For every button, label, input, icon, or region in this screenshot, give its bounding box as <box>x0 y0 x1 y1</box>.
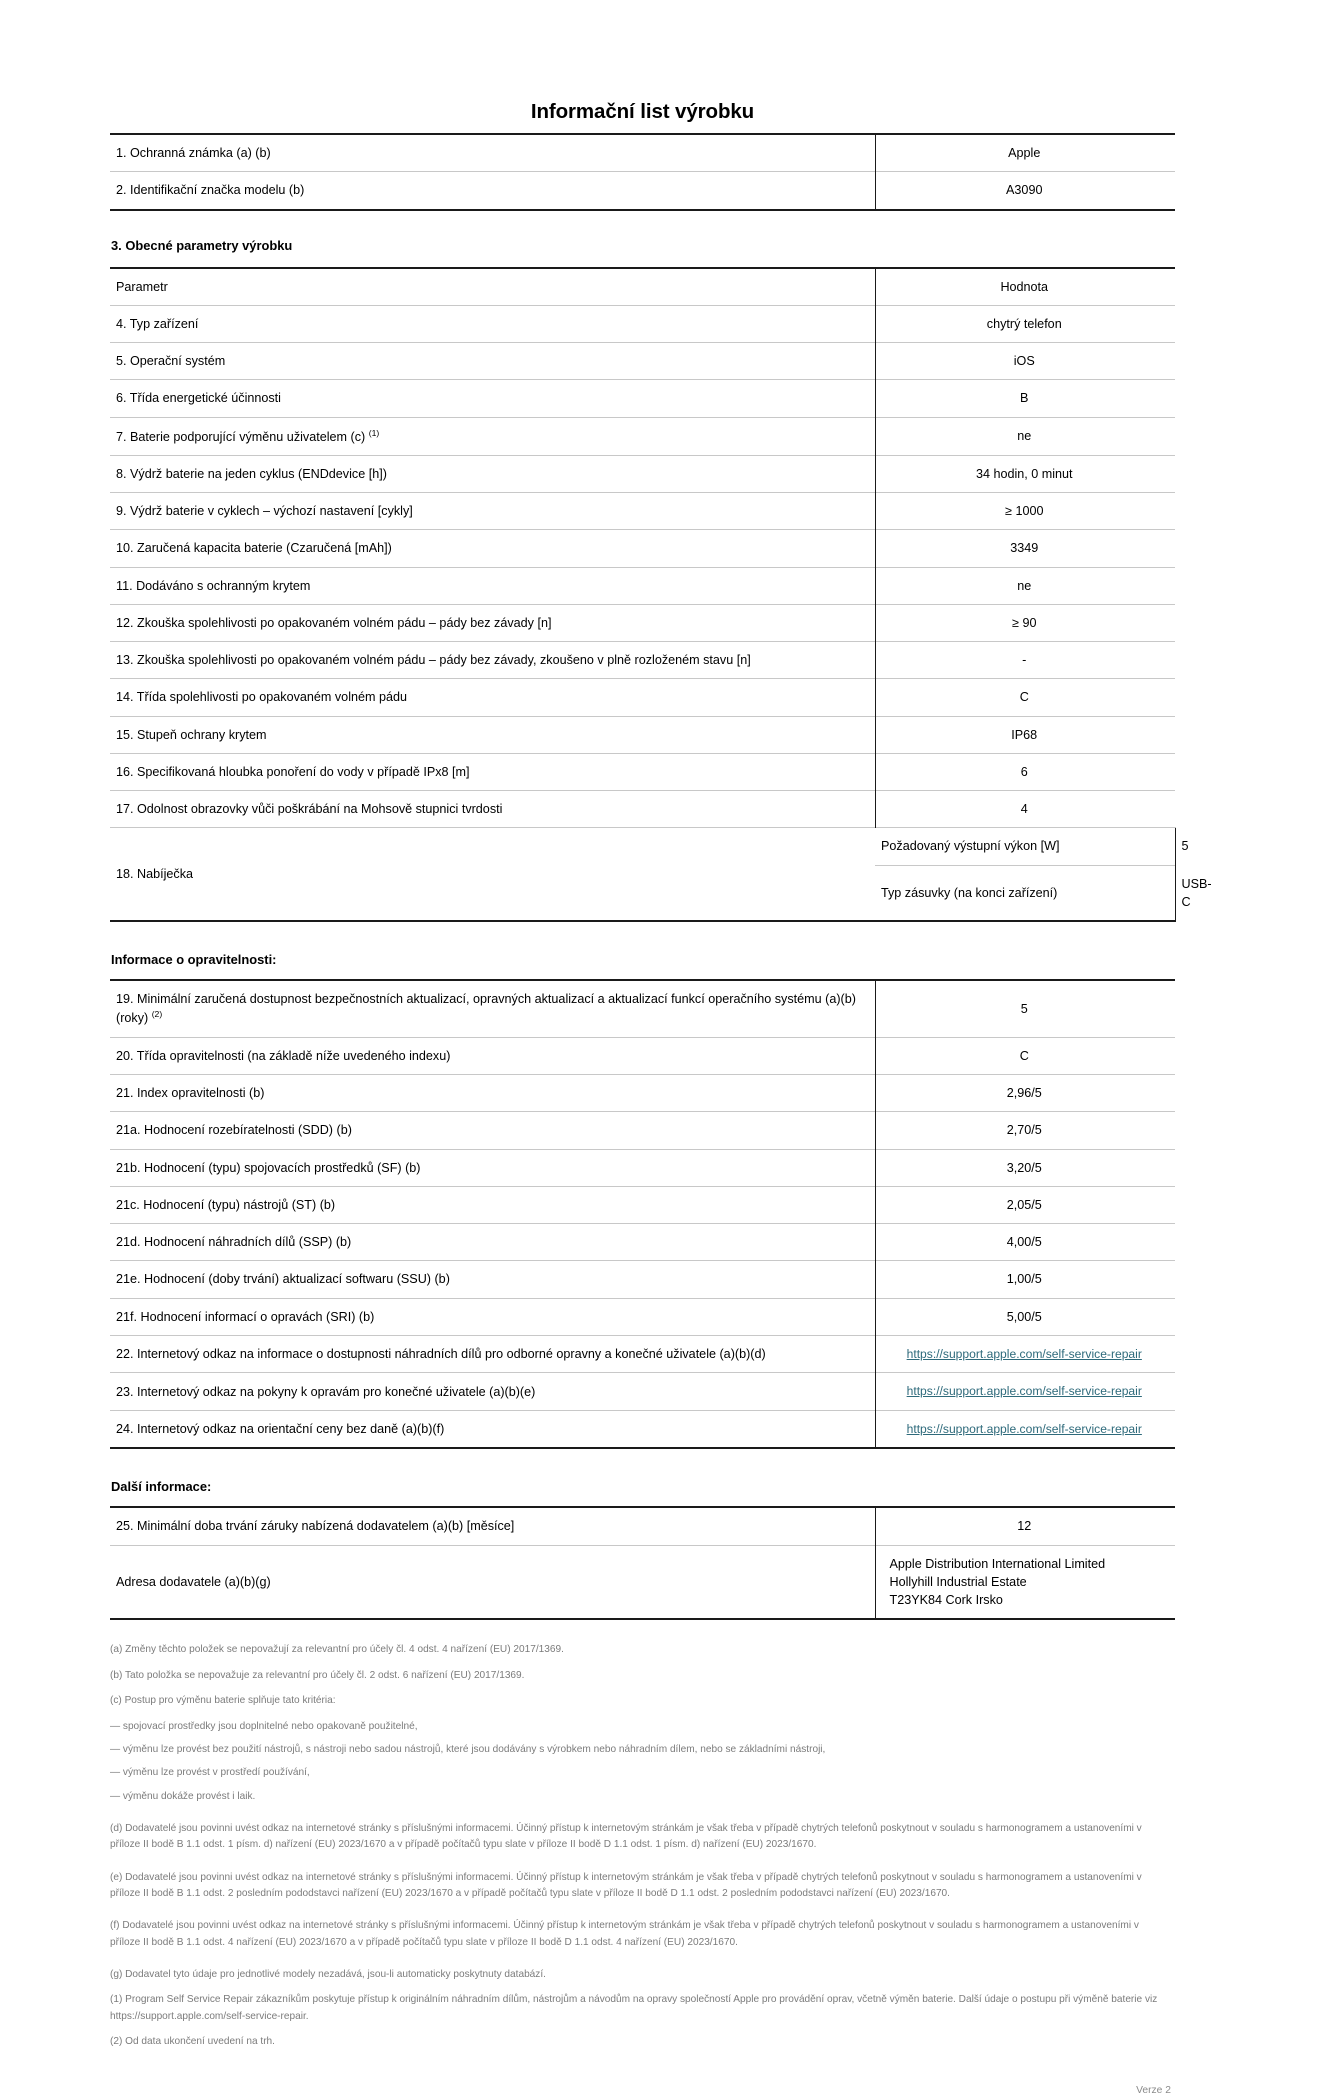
row-label: 11. Dodáváno s ochranným krytem <box>110 567 875 604</box>
row-value: iOS <box>875 343 1175 380</box>
row-label: 9. Výdrž baterie v cyklech – výchozí nastavení [cykly] <box>110 493 875 530</box>
footnote-c: (c) Postup pro výměnu baterie splňuje tato kritéria: <box>110 1695 336 1707</box>
row-label: 10. Zaručená kapacita baterie (Czaručená [mAh]) <box>110 530 875 567</box>
row-label: 21a. Hodnocení rozebíratelnosti (SDD) (b) <box>110 1112 875 1149</box>
table-row-charger: 18. Nabíječka Požadovaný výstupní výkon [W] 5 <box>110 828 1175 865</box>
section-heading-further-information: Další informace: <box>111 1479 212 1495</box>
footnote-c-item-2: — výměnu lze provést bez použití nástrojů, s nástroji nebo sadou nástrojů, které jsou dodávány s výrobkem nebo náhradním dílem, nebo se základními nástroji, <box>110 1743 826 1755</box>
row-value: C <box>875 679 1175 716</box>
row-label: 21e. Hodnocení (doby trvání) aktualizací softwaru (SSU) (b) <box>110 1261 875 1298</box>
row-value: 4,00/5 <box>875 1224 1175 1261</box>
row-label: 15. Stupeň ochrany krytem <box>110 716 875 753</box>
row-label: 24. Internetový odkaz na orientační ceny bez daně (a)(b)(f) <box>110 1410 875 1448</box>
repair-instructions-link[interactable]: https://support.apple.com/self-service-repair <box>906 1384 1142 1399</box>
further-information-table <box>110 1506 1175 1620</box>
table-row <box>110 1335 1175 1373</box>
footnote-g: (g) Dodavatel tyto údaje pro jednotlivé modely nezadává, jsou-li automaticky poskytnuty databází. <box>110 1968 546 1980</box>
row-value <box>875 1410 1175 1448</box>
column-header-value: Hodnota <box>875 268 1175 306</box>
table-row <box>110 1112 1175 1149</box>
row-value: ne <box>875 417 1175 455</box>
row-label: 2. Identifikační značka modelu (b) <box>110 172 875 210</box>
row-value: Apple <box>875 134 1175 172</box>
footnote-1: (1) Program Self Service Repair zákazníkům poskytuje přístup k originálním náhradním dílům, nástrojům a návodům na opravy společností Apple pro provádění oprav, včetně výměn baterie. Další údaje o postupu při výměně baterie viz https://support.apple.com/self-service-repair. <box>110 1994 1158 2022</box>
row-value: 12 <box>875 1507 1175 1545</box>
row-value: 2,96/5 <box>875 1075 1175 1112</box>
spare-parts-link[interactable]: https://support.apple.com/self-service-repair <box>906 1346 1142 1361</box>
section-heading-general-parameters: 3. Obecné parametry výrobku <box>111 237 293 253</box>
table-row <box>110 642 1175 679</box>
row-label: 21. Index opravitelnosti (b) <box>110 1075 875 1112</box>
table-row <box>110 753 1175 790</box>
row-label: 1. Ochranná známka (a) (b) <box>116 146 271 160</box>
table-row <box>110 530 1175 567</box>
footnotes-block <box>110 1620 1175 2050</box>
footnote-2: (2) Od data ukončení uvedení na trh. <box>110 2035 275 2047</box>
table-row <box>110 1186 1175 1223</box>
row-label: Adresa dodavatele (a)(b)(g) <box>110 1545 875 1619</box>
table-row <box>110 1298 1175 1335</box>
row-value: 2,70/5 <box>875 1112 1175 1149</box>
table-row <box>110 1373 1175 1411</box>
row-label: 21d. Hodnocení náhradních dílů (SSP) (b) <box>110 1224 875 1261</box>
table-row-charger: Typ zásuvky (na konci zařízení) USB-C <box>110 865 1175 921</box>
footnote-d: (d) Dodavatelé jsou povinni uvést odkaz na internetové stránky s příslušnými informacemi. Účinný přístup k internetovým stránkám je však třeba v případě chytrých telefonů poskytnout v souladu s harmonogramem a ustanoveními v příloze II bodě B 1.1 odst. 1 písm. d) nařízení (EU) 2023/1670 a v případě počítačů typu slate v příloze II bodě D 1.1 odst. 1 písm. d) nařízení (EU) 2023/1670. <box>110 1822 1142 1851</box>
footnote-a: (a) Změny těchto položek se nepovažují za relevantní pro účely čl. 4 odst. 4 nařízení (EU) 2017/1369. <box>110 1644 564 1656</box>
row-label: 25. Minimální doba trvání záruky nabízená dodavatelem (a)(b) [měsíce] <box>116 1519 515 1534</box>
version-label: Verze 2 <box>1136 2085 1171 2096</box>
table-row <box>110 493 1175 530</box>
row-label: 4. Typ zařízení <box>110 305 875 342</box>
section-heading-repairability: Informace o opravitelnosti: <box>111 952 277 968</box>
row-value: chytrý telefon <box>875 305 1175 342</box>
footnote-f: (f) Dodavatelé jsou povinni uvést odkaz na internetové stránky s příslušnými informacemi. Účinný přístup k internetovým stránkám je však třeba v případě chytrých telefonů poskytnout v souladu s harmonogramem a ustanoveními v příloze II bodě B 1.1 odst. 4 nařízení (EU) 2023/1670 a v případě počítačů typu slate v příloze II bodě D 1.1 odst. 4 nařízení (EU) 2023/1670. <box>110 1920 1139 1948</box>
row-label: 6. Třída energetické účinnosti <box>110 380 875 417</box>
address-line-2: Hollyhill Industrial Estate <box>889 1574 1027 1589</box>
row-label: 21c. Hodnocení (typu) nástrojů (ST) (b) <box>110 1186 875 1223</box>
row-label: 14. Třída spolehlivosti po opakovaném volném pádu <box>110 679 875 716</box>
row-label-charger: 18. Nabíječka <box>110 828 875 921</box>
table-row <box>110 172 1175 210</box>
footnote-b: (b) Tato položka se nepovažuje za relevantní pro účely čl. 2 odst. 6 nařízení (EU) 2017/1369. <box>110 1669 525 1681</box>
row-value: 5,00/5 <box>875 1298 1175 1335</box>
row-label-text: 19. Minimální zaručená dostupnost bezpečnostních aktualizací, opravných aktualizací a aktualizací funkcí operačního systému (a)(b)(roky) <box>116 992 856 1026</box>
column-header-parameter: Parametr <box>116 279 168 294</box>
charger-sub-label: Typ zásuvky (na konci zařízení) <box>875 865 1175 921</box>
row-value: IP68 <box>875 716 1175 753</box>
row-value: 6 <box>875 753 1175 790</box>
table-row <box>110 1149 1175 1186</box>
row-value: 3,20/5 <box>875 1149 1175 1186</box>
row-label: 5. Operační systém <box>110 343 875 380</box>
general-parameters-table <box>110 267 1212 923</box>
page-title: Informační list výrobku <box>530 100 755 123</box>
row-label: 20. Třída opravitelnosti (na základě níže uvedeného indexu) <box>110 1037 875 1074</box>
row-label: 17. Odolnost obrazovky vůči poškrábání na Mohsově stupnici tvrdosti <box>110 791 875 828</box>
row-label: 22. Internetový odkaz na informace o dostupnosti náhradních dílů pro odborné opravny a konečné uživatele (a)(b)(d) <box>110 1335 875 1373</box>
row-value: 4 <box>875 791 1175 828</box>
row-label-text: 7. Baterie podporující výměnu uživatelem (c) <box>116 429 366 444</box>
table-row-address <box>110 1545 1175 1619</box>
footnote-c-item-4: — výměnu dokáže provést i laik. <box>110 1790 256 1802</box>
identification-table <box>110 133 1175 211</box>
table-row <box>110 1261 1175 1298</box>
row-label: 21b. Hodnocení (typu) spojovacích prostředků (SF) (b) <box>110 1149 875 1186</box>
table-row <box>110 1410 1175 1448</box>
footnote-c-item-1: — spojovací prostředky jsou doplnitelné nebo opakovaně použitelné, <box>110 1720 418 1732</box>
row-value: A3090 <box>875 172 1175 210</box>
row-label <box>110 417 875 455</box>
row-label: 16. Specifikovaná hloubka ponoření do vody v případě IPx8 [m] <box>110 753 875 790</box>
table-row <box>110 1075 1175 1112</box>
row-label <box>110 980 875 1037</box>
row-label: 21f. Hodnocení informací o opravách (SRI) (b) <box>110 1298 875 1335</box>
table-header-row <box>110 268 1175 306</box>
address-line-1: Apple Distribution International Limited <box>889 1556 1106 1571</box>
table-row <box>110 343 1175 380</box>
row-label: 23. Internetový odkaz na pokyny k opravám pro konečné uživatele (a)(b)(e) <box>110 1373 875 1411</box>
table-row <box>110 417 1175 455</box>
table-row <box>110 134 1175 172</box>
footnote-marker: (2) <box>151 1009 163 1020</box>
row-label: 12. Zkouška spolehlivosti po opakovaném volném pádu – pády bez závady [n] <box>110 604 875 641</box>
table-row <box>110 305 1175 342</box>
product-information-sheet <box>110 0 1212 2096</box>
charger-sub-label: Požadovaný výstupní výkon [W] <box>875 828 1175 865</box>
footnote-c-item-3: — výměnu lze provést v prostředí používání, <box>110 1767 310 1779</box>
table-row <box>110 567 1175 604</box>
row-value <box>875 1373 1175 1411</box>
row-label: 8. Výdrž baterie na jeden cyklus (ENDdevice [h]) <box>110 455 875 492</box>
row-value: 34 hodin, 0 minut <box>875 455 1175 492</box>
address-line-3: T23YK84 Cork Irsko <box>889 1593 1003 1608</box>
repairability-table <box>110 979 1175 1449</box>
row-value: B <box>875 380 1175 417</box>
row-value: C <box>875 1037 1175 1074</box>
row-label: 13. Zkouška spolehlivosti po opakovaném volném pádu – pády bez závady, zkoušeno v plně rozloženém stavu [n] <box>110 642 875 679</box>
table-row <box>110 1224 1175 1261</box>
row-value <box>875 1335 1175 1373</box>
row-value: 5 <box>875 980 1175 1037</box>
table-row <box>110 380 1175 417</box>
row-value: - <box>875 642 1175 679</box>
row-value: ≥ 1000 <box>875 493 1175 530</box>
table-row <box>110 1507 1175 1545</box>
row-value: 2,05/5 <box>875 1186 1175 1223</box>
table-row <box>110 455 1175 492</box>
footnote-e: (e) Dodavatelé jsou povinni uvést odkaz na internetové stránky s příslušnými informacemi. Účinný přístup k internetovým stránkám je však třeba v případě chytrých telefonů poskytnout v souladu s harmonogramem a ustanoveními v příloze II bodě B 1.1 odst. 2 posledním pododstavci nařízení (EU) 2023/1670 a v případě počítačů typu slate v příloze II bodě D 1.1 odst. 2 posledním pododstavci nařízení (EU) 2023/1670. <box>110 1871 1142 1899</box>
row-value: ≥ 90 <box>875 604 1175 641</box>
table-row <box>110 980 1175 1037</box>
table-row <box>110 679 1175 716</box>
row-value: 1,00/5 <box>875 1261 1175 1298</box>
row-value: ne <box>875 567 1175 604</box>
row-value: 3349 <box>875 530 1175 567</box>
table-row <box>110 716 1175 753</box>
footnote-marker: (1) <box>368 427 380 438</box>
indicative-prices-link[interactable]: https://support.apple.com/self-service-repair <box>906 1421 1142 1436</box>
supplier-address <box>875 1545 1175 1619</box>
table-row <box>110 1037 1175 1074</box>
table-row <box>110 791 1175 828</box>
table-row <box>110 604 1175 641</box>
